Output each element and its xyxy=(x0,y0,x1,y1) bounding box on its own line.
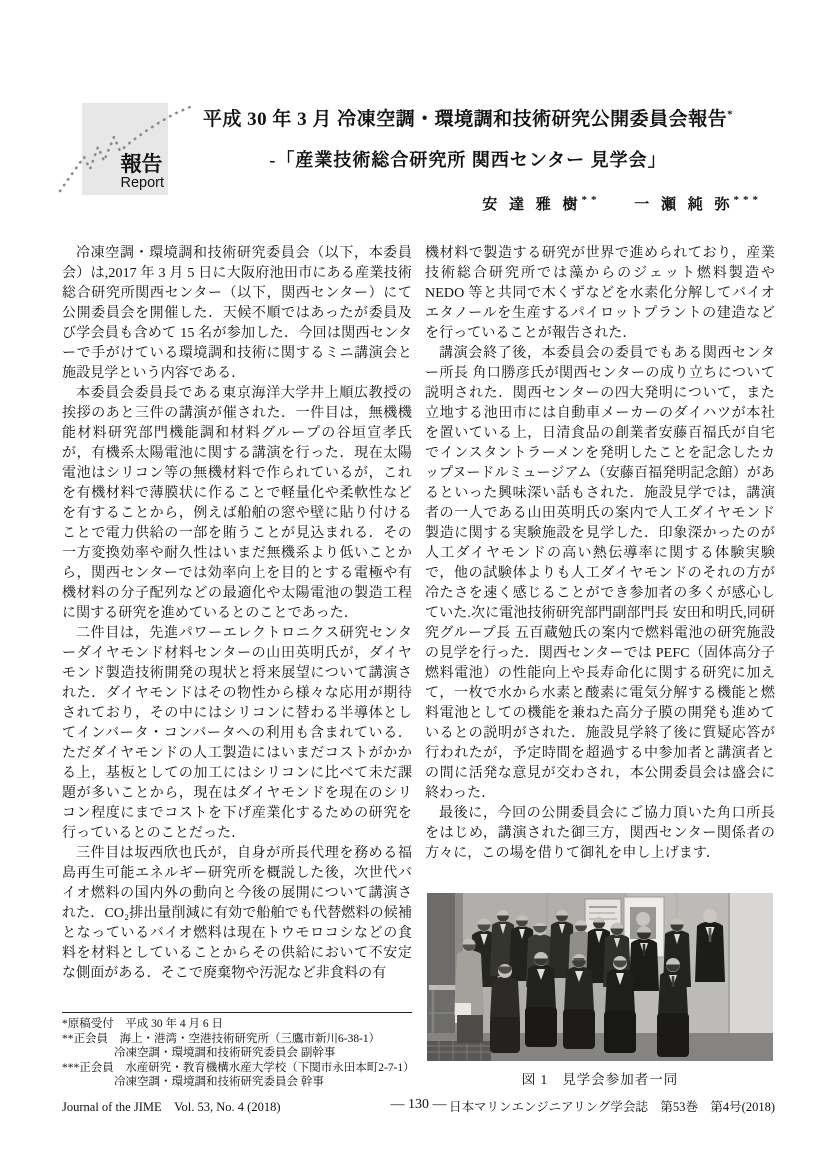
footnote-line: 冷凍空調・環境調和技術研究委員会 副幹事 xyxy=(114,1047,336,1059)
footer-journal-ja: 日本マリンエンジニアリング学会誌 第53巻 第4号(2018) xyxy=(448,1100,775,1114)
author-2 xyxy=(634,194,762,213)
author-2-marker: *** xyxy=(733,194,762,206)
page-number: ― 130 ― xyxy=(390,1097,447,1112)
report-badge-label-ja: 報告 xyxy=(120,152,163,176)
page-title xyxy=(172,104,764,131)
header xyxy=(172,104,764,214)
author-2-name: 一 瀬 純 弥 xyxy=(634,197,734,213)
paragraph: 冷凍空調・環境調和技術研究委員会（以下，本委員会）は,2017 年 3 月 5 日に大阪府池田市にある産業技術総合研究所関西センター（以下，関西センター）にて公開委員会を開催した．天候不順ではあったが委員及び学会員も含めて 15 名が参加した．今回は関西センターで手がけている環境調和技術に関するミニ講演会と施設見学という内容である． xyxy=(62,246,412,381)
report-badge-label-en: Report xyxy=(120,174,164,191)
author-1-marker: ** xyxy=(581,194,601,206)
footnote-line: ***正会員 水産研究・教育機構水産大学校（下関市永田本町2-7-1） xyxy=(62,1061,415,1074)
paragraph: 講演会終了後，本委員会の委員でもある関西センター所長 角口勝彦氏が関西センターの成り立ちについて説明された．関西センターの四大発明について，また立地する池田市には自動車メーカーのダイハツが本社を置いている上，日清食品の創業者安藤百福氏が自宅でインスタントラーメンを発明したことを記念したカップヌードルミュージアム（安藤百福発明記念館）があるといった興味深い話もされた．施設見学では，講演者の一人である山田英明氏の案内で人工ダイヤモンド製造に関する実験施設を見学した．印象深かったのが人工ダイヤモンドの高い熱伝導率に関する体験実験で，他の試験体よりも人工ダイヤモンドのそれの方が冷たさを速く感じることができ参加者の多くが感心していた.次に電池技術研究部門副部門長 安田和明氏,同研究グループ長 五百蔵勉氏の案内で燃料電池の研究施設の見学を行った．関西センターでは PEFC（固体高分子燃料電池）の性能向上や長寿命化に関する研究に加えて，一枚で水から水素と酸素に電気分解する機能と燃料電池としての機能を兼ねた高分子膜の開発も進めているとの説明がされた．施設見学終了後に質疑応答が行われたが，予定時間を超過する中参加者と講演者との間に活発な意見が交わされ，本公開委員会は盛会に終わった． xyxy=(425,346,775,801)
body-column-right xyxy=(425,244,775,864)
figure-caption-text: 見学会参加者一同 xyxy=(562,1072,679,1087)
paragraph: 二件目は，先進パワーエレクトロニクス研究センターダイヤモンド材料センターの山田英明氏が，ダイヤモンド製造技術開発の現状と将来展望について講演された．ダイヤモンドはその物性から様々な応用が期待されており，その中にはシリコンに替わる半導体としてインバータ・コンバータへの利用も含まれている．ただダイヤモンドの人工製造にはいまだコストがかかる上，基板としての加工にはシリコンに比べて未だ課題が多いことから，現在はダイヤモンドを現在のシリコン程度にまでコストを下げ産業化するための研究を行っているとのことだった． xyxy=(62,626,412,841)
figure-label: 図 1 xyxy=(521,1072,549,1087)
author-line xyxy=(172,193,764,214)
group-photo xyxy=(427,893,773,1061)
author-1 xyxy=(482,194,601,213)
page-title-text: 平成 30 年 3 月 冷凍空調・環境調和技術研究公開委員会報告 xyxy=(202,109,728,130)
paragraph: 本委員会委員長である東京海洋大学井上順広教授の挨拶のあと三件の講演が催された．一件目は，無機機能材料研究部門機能調和材料グループの谷垣宣孝氏が，有機系太陽電池に関する講演を行った．現在太陽電池はシリコン等の無機材料で作られているが，これを有機材料で薄膜状に作ることで軽量化や柔軟性などを有することから，例えば船舶の窓や壁に貼り付けることで電力供給の一部を賄うことが見込まれる．その一方変換効率や耐久性はいまだ無機系より低いことから，関西センターでは効率向上を目的とする電極や有機材料の分子配列などの最適化や太陽電池の製造工程に関する研究を進めているとのことであった． xyxy=(62,386,412,621)
author-1-name: 安 達 雅 樹 xyxy=(482,197,582,213)
figure-caption xyxy=(427,1068,773,1088)
footnote-line: *原稿受付 平成 30 年 4 月 6 日 xyxy=(62,1018,223,1030)
page-subtitle: -「産業技術総合研究所 関西センター 見学会」 xyxy=(269,150,667,170)
figure-1 xyxy=(427,893,773,1088)
footnote-block xyxy=(62,1012,415,1090)
footnote-line: **正会員 海上・港湾・空港技術研究所（三鷹市新川6-38-1） xyxy=(62,1032,381,1045)
report-badge xyxy=(82,103,168,195)
footnote-line: 冷凍空調・環境調和技術研究委員会 幹事 xyxy=(114,1076,324,1088)
title-footnote-marker: * xyxy=(727,108,734,121)
body-column-left xyxy=(62,244,412,984)
paragraph: 最後に，今回の公開委員会にご協力頂いた角口所長をはじめ，講演された御三方，関西センター関係者の方々に，この場を借りて御礼を申し上げます． xyxy=(425,806,775,861)
report-badge-labels xyxy=(120,154,164,191)
paragraph: 機材料で製造する研究が世界で進められており，産業技術総合研究所では藻からのジェット燃料製造や NEDO 等と共同で木くずなどを水素化分解してバイオエタノールを生産するパイロットプラントの建造などを行っていることが報告された． xyxy=(425,246,775,341)
paragraph: 三件目は坂西欣也氏が，自身が所長代理を務める福島再生可能エネルギー研究所を概説した後，次世代バイオ燃料の国内外の動向と今後の展開について講演された．CO₂排出量削減に有効で船舶でも代替燃料の候補となっているバイオ燃料は現在トウモロコシなどの食料を材料としていることからその供給において不安定な側面がある．そこで廃棄物や汚泥など非食料の有 xyxy=(62,846,412,981)
footer-journal-en: Journal of the JIME Vol. 53, No. 4 (2018) xyxy=(62,1100,281,1114)
